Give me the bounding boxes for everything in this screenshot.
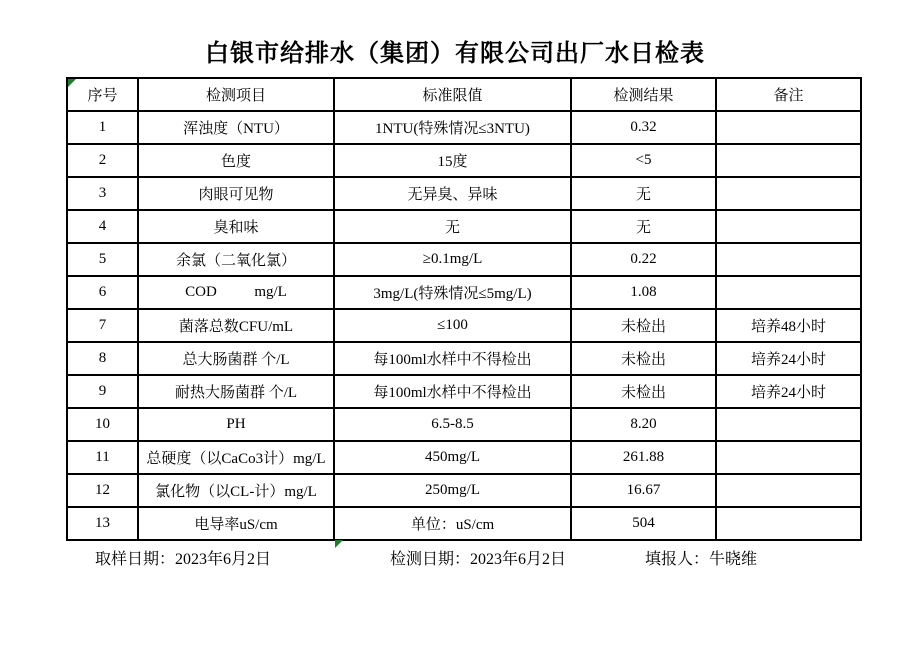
table-row	[67, 243, 861, 276]
cell-no: 9	[67, 375, 138, 408]
cell-item: COD mg/L	[138, 276, 334, 309]
cell-result: 504	[571, 507, 716, 540]
table-row	[67, 507, 861, 540]
cell-limit: 每100ml水样中不得检出	[334, 342, 571, 375]
cell-result: 无	[571, 210, 716, 243]
cell-item: 总大肠菌群 个/L	[138, 342, 334, 375]
table-row	[67, 144, 861, 177]
cell-item: 肉眼可见物	[138, 177, 334, 210]
cell-item: 浑浊度（NTU）	[138, 111, 334, 144]
cell-item: PH	[138, 408, 334, 441]
cell-result: 8.20	[571, 408, 716, 441]
cell-limit: 无	[334, 210, 571, 243]
cell-item: 色度	[138, 144, 334, 177]
table-row	[67, 210, 861, 243]
cell-no: 3	[67, 177, 138, 210]
col-header-result: 检测结果	[571, 78, 716, 111]
cell-note	[716, 210, 861, 243]
cell-no: 10	[67, 408, 138, 441]
header-row	[67, 78, 861, 111]
cell-result: 1.08	[571, 276, 716, 309]
cell-note	[716, 111, 861, 144]
cell-result: 未检出	[571, 309, 716, 342]
cell-note	[716, 441, 861, 474]
cell-item: 总硬度（以CaCo3计）mg/L	[138, 441, 334, 474]
cell-no: 7	[67, 309, 138, 342]
table-row	[67, 111, 861, 144]
cell-no: 4	[67, 210, 138, 243]
cell-no: 6	[67, 276, 138, 309]
table-row	[67, 342, 861, 375]
cell-limit: 无异臭、异味	[334, 177, 571, 210]
cell-item: 电导率uS/cm	[138, 507, 334, 540]
cell-note	[716, 474, 861, 507]
table-row	[67, 177, 861, 210]
inspection-table	[66, 77, 862, 541]
table-row	[67, 474, 861, 507]
cell-note	[716, 408, 861, 441]
test-date-label: 检测日期：2023年6月2日	[390, 551, 567, 568]
cell-no: 12	[67, 474, 138, 507]
sampling-date-label: 取样日期：2023年6月2日	[95, 551, 272, 568]
cell-no: 13	[67, 507, 138, 540]
cell-item: 耐热大肠菌群 个/L	[138, 375, 334, 408]
cell-item: 余氯（二氧化氯）	[138, 243, 334, 276]
cell-result: <5	[571, 144, 716, 177]
cell-result: 0.22	[571, 243, 716, 276]
cell-result: 261.88	[571, 441, 716, 474]
excel-corner-marker-icon	[335, 540, 343, 548]
cell-limit: 1NTU(特殊情况≤3NTU)	[334, 111, 571, 144]
col-header-note: 备注	[716, 78, 861, 111]
col-header-no: 序号	[67, 78, 138, 111]
col-header-item: 检测项目	[138, 78, 334, 111]
cell-no: 1	[67, 111, 138, 144]
cell-note: 培养24小时	[716, 342, 861, 375]
cell-no: 8	[67, 342, 138, 375]
cell-note	[716, 177, 861, 210]
table-row	[67, 375, 861, 408]
cell-note: 培养24小时	[716, 375, 861, 408]
cell-item: 氯化物（以CL-计）mg/L	[138, 474, 334, 507]
table-body	[67, 111, 861, 540]
cell-result: 0.32	[571, 111, 716, 144]
cell-result: 16.67	[571, 474, 716, 507]
table-row	[67, 309, 861, 342]
cell-note	[716, 144, 861, 177]
cell-limit: 3mg/L(特殊情况≤5mg/L)	[334, 276, 571, 309]
table-row	[67, 408, 861, 441]
cell-limit: 250mg/L	[334, 474, 571, 507]
cell-limit: 6.5-8.5	[334, 408, 571, 441]
reporter-label: 填报人：牛晓维	[645, 551, 758, 568]
cell-result: 无	[571, 177, 716, 210]
cell-no: 11	[67, 441, 138, 474]
cell-limit: 每100ml水样中不得检出	[334, 375, 571, 408]
cell-limit: 单位：uS/cm	[334, 507, 571, 540]
cell-limit: 15度	[334, 144, 571, 177]
cell-result: 未检出	[571, 342, 716, 375]
cell-limit: ≤100	[334, 309, 571, 342]
cell-limit: 450mg/L	[334, 441, 571, 474]
cell-no: 5	[67, 243, 138, 276]
cell-note	[716, 276, 861, 309]
cell-note: 培养48小时	[716, 309, 861, 342]
page-title: 白银市给排水（集团）有限公司出厂水日检表	[205, 40, 705, 67]
table-row	[67, 441, 861, 474]
cell-result: 未检出	[571, 375, 716, 408]
cell-note	[716, 507, 861, 540]
cell-no: 2	[67, 144, 138, 177]
cell-note	[716, 243, 861, 276]
cell-limit: ≥0.1mg/L	[334, 243, 571, 276]
table-row	[67, 276, 861, 309]
col-header-limit: 标准限值	[334, 78, 571, 111]
cell-item: 菌落总数CFU/mL	[138, 309, 334, 342]
cell-item: 臭和味	[138, 210, 334, 243]
